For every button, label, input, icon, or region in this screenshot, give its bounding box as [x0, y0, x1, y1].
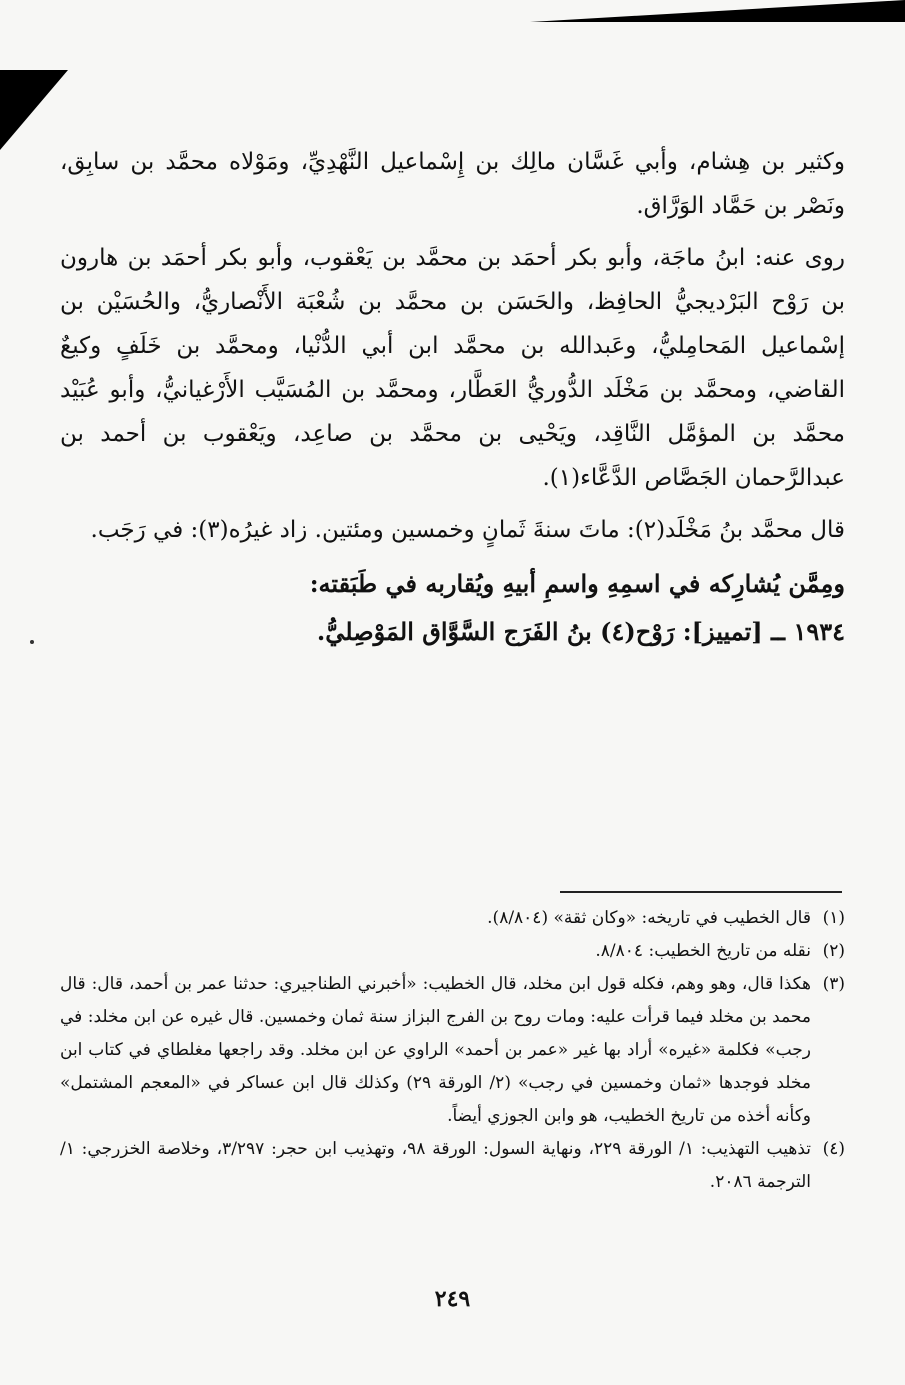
page-number: ٢٤٩	[434, 1286, 471, 1312]
footnote	[60, 902, 845, 935]
scan-speck	[30, 640, 34, 644]
footnote-separator	[560, 891, 842, 893]
footnote-text: تذهيب التهذيب: ١/ الورقة ٢٢٩، ونهاية السول: الورقة ٩٨، وتهذيب ابن حجر: ٣/٢٩٧، وخلاصة الخزرجي: ١/ الترجمة ٢٠٨٦.	[60, 1139, 811, 1192]
paragraph-narrators: روى عنه: ابنُ ماجَة، وأبو بكر أحمَد بن محمَّد بن يَعْقوب، وأبو بكر أحمَد بن هارون بن رَوْح البَرْديجيُّ الحافِظ، والحَسَن بن محمَّد بن شُعْبَة الأَنْصاريُّ، والحُسَيْن بن إسْماعيل المَحامِليُّ، وعَبدالله بن محمَّد ابن أبي الدُّنْيا، ومحمَّد بن خَلَفٍ وكيعٌ القاضي، ومحمَّد بن مَخْلَد الدُّوريُّ العَطَّار، ومحمَّد بن المُسَيَّب الأَرْغيانيُّ، وأبو عُبَيْد محمَّد بن المؤمَّل النَّاقِد، ويَحْيى بن محمَّد بن صاعِد، ويَعْقوب بن أحمد بن عبدالرَّحمان الجَصَّاص الدَّعَّاء(١).	[60, 245, 845, 491]
footnote-text: قال الخطيب في تاريخه: «وكان ثقة» (٨/٨٠٤).	[487, 908, 811, 928]
footnote-number: (١)	[822, 908, 845, 928]
footnote-number: (٢)	[822, 941, 845, 961]
footnote-text: نقله من تاريخ الخطيب: ٨/٨٠٤.	[595, 941, 811, 961]
scan-corner-shadow	[0, 70, 68, 150]
paragraph-teachers: وكثير بن هِشام، وأبي غَسَّان مالِك بن إِسْماعيل النَّهْدِيِّ، ومَوْلاه محمَّد بن سابِق، ونَصْر بن حَمَّاد الوَرَّاق.	[60, 149, 845, 219]
footnotes	[60, 902, 845, 1199]
footnote	[60, 968, 845, 1133]
entry-heading: ١٩٣٤ ــ [تمييز]: رَوْح(٤) بنُ الفَرَج السَّوَّاق المَوْصِليُّ.	[316, 617, 845, 646]
section-heading: ومِمَّن يُشارِكه في اسمِهِ واسمِ أبيهِ ويُقاربه في طَبَقته:	[309, 569, 845, 598]
scan-edge-shadow	[530, 0, 905, 22]
footnote-text: هكذا قال، وهو وهم، فكله قول ابن مخلد، قال الخطيب: «أخبرني الطناجيري: حدثنا عمر بن أحمد، قال: قال محمد بن مخلد فيما قرأت عليه: ومات روح بن الفرج البزاز سنة ثمان وخمسين. قال غيره عن ابن مخلد: في رجب» فكلمة «غيره» أراد بها غير «عمر بن أحمد» الراوي عن ابن مخلد. وقد راجعها مغلطاي في كتاب ابن مخلد فوجدها «ثمان وخمسين في رجب» (٢/ الورقة ٢٩) وكذلك قال ابن عساكر في «المعجم المشتمل» وكأنه أخذه من تاريخ الخطيب، هو وابن الجوزي أيضاً.	[60, 974, 811, 1126]
footnote	[60, 1133, 845, 1199]
footnote	[60, 935, 845, 968]
footnote-number: (٣)	[822, 974, 845, 994]
paragraph-death: قال محمَّد بنُ مَخْلَد(٢): ماتَ سنةَ ثَمانٍ وخمسين ومئتين. زاد غيرُه(٣): في رَجَب.	[90, 517, 845, 543]
footnote-number: (٤)	[822, 1139, 845, 1159]
main-text	[60, 140, 845, 656]
